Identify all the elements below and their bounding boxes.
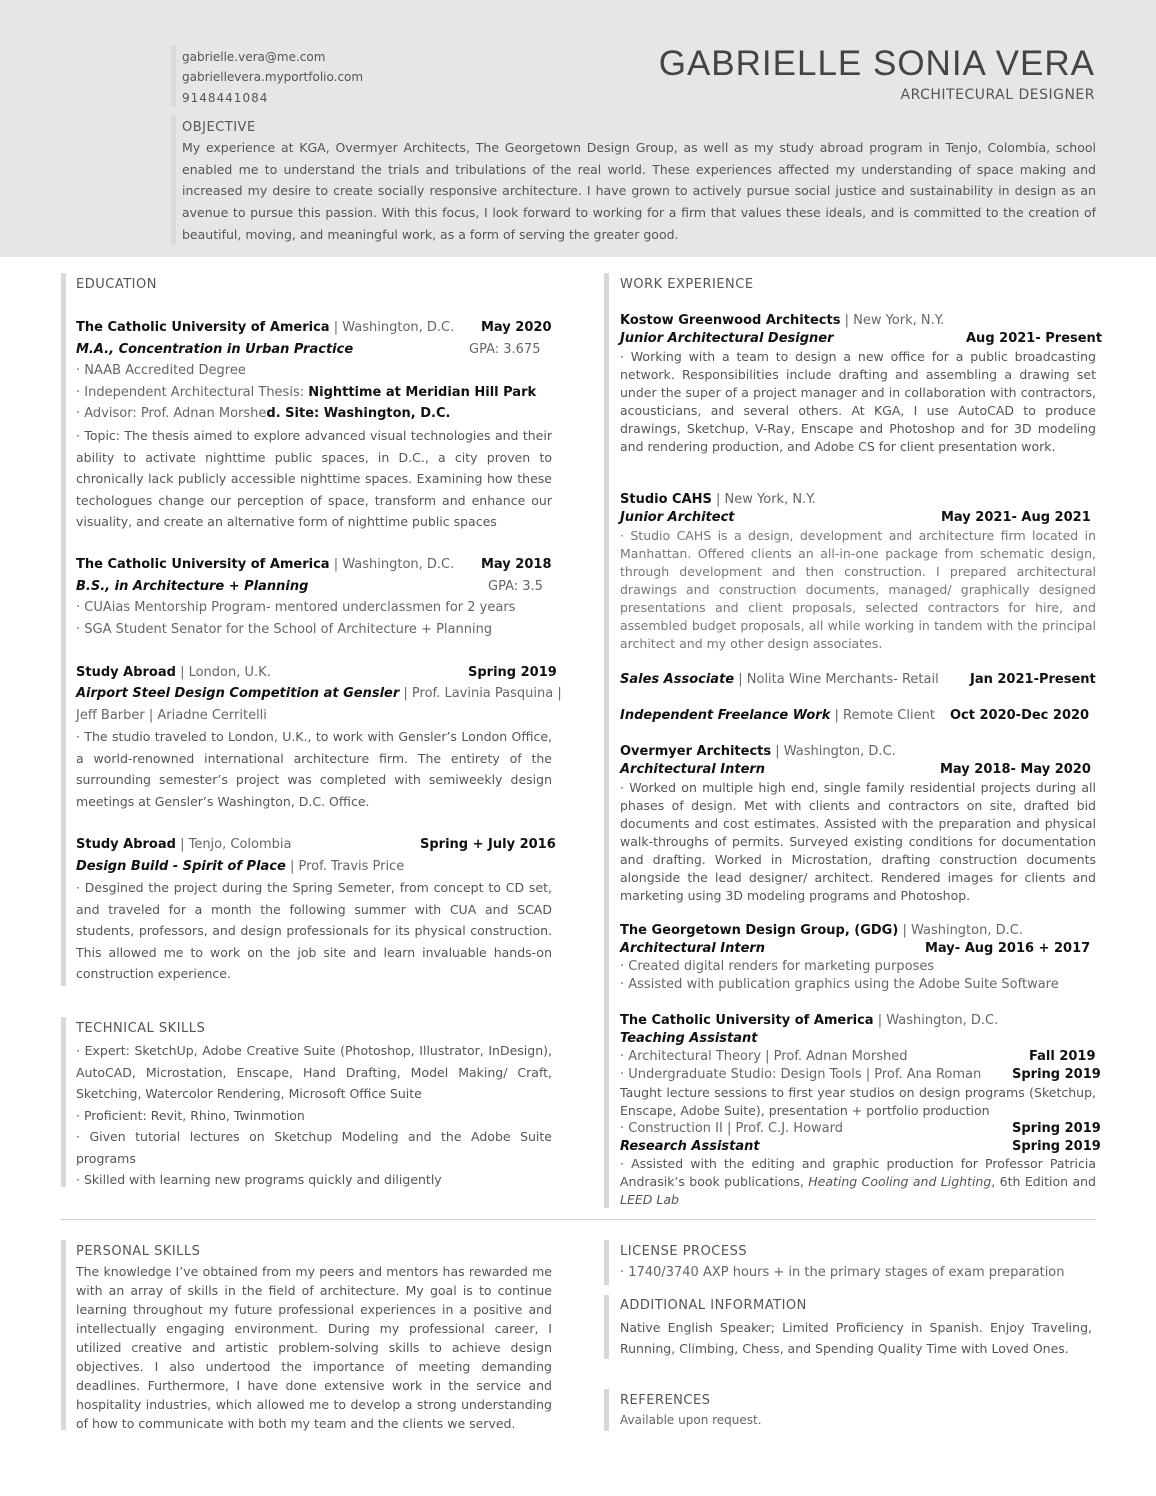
references-text: Available upon request.	[620, 1413, 762, 1427]
additional-heading: ADDITIONAL INFORMATION	[620, 1298, 807, 1313]
cahs-desc: · Studio CAHS is a design, development and architecture firm located in Manhattan. Offered clients an all-in-one package from schematic design, through development and then construction. I prepared architectural drawings and construction documents, managed/ graphically designed presentations and client proposals, selected contractors for hire, and assembled budget proposals, all while working in tandem with the principal architect and my other design associates.	[620, 528, 1096, 651]
contact-accent-bar	[171, 45, 176, 107]
kostow-date: Aug 2021- Present	[966, 331, 1103, 346]
license-heading: LICENSE PROCESS	[620, 1244, 748, 1259]
bs-bullet-mentorship: · CUAias Mentorship Program- mentored underclassmen for 2 years	[76, 600, 516, 615]
license-text: · 1740/3740 AXP hours + in the primary stages of exam preparation	[620, 1265, 1065, 1280]
ma-location: | Washington, D.C.	[333, 320, 455, 335]
kostow-role: Junior Architectural Designer	[620, 331, 834, 346]
tenjo-project-line	[76, 859, 404, 874]
advisor-site: d. Site: Washington, D.C.	[266, 406, 451, 421]
london-project: Airport Steel Design Competition at Gensler	[76, 686, 400, 701]
cahs-location: | New York, N.Y.	[716, 492, 816, 507]
personal-accent-bar	[61, 1240, 66, 1430]
overmyer-line	[620, 744, 896, 759]
freelance-role: Independent Freelance Work	[620, 708, 831, 723]
left-accent-bar	[61, 273, 66, 986]
ta-studio-date: Spring 2019	[1012, 1067, 1101, 1082]
bs-school-line	[76, 557, 454, 572]
thesis-label: · Independent Architectural Thesis:	[76, 385, 309, 400]
cahs-role: Junior Architect	[620, 510, 735, 525]
ra-role: Research Assistant	[620, 1139, 760, 1154]
freelance-line	[620, 708, 935, 723]
ma-topic: · Topic: The thesis aimed to explore advanced visual technologies and their ability to activate nighttime public spaces, in D.C., a city proven to chronically lack publicly accessible nighttime spaces. Examining how these techologues change our perception of space, transform and enhance our visuality, and create an alternative form of nighttime public spaces	[76, 428, 552, 529]
london-profs: | Prof. Lavinia Pasquina |	[399, 686, 562, 701]
cua-line	[620, 1013, 998, 1028]
gdg-line	[620, 923, 1023, 938]
tenjo-desc: · Desgined the project during the Spring Semeter, from concept to CD set, and traveled for a month the following summer with CUA and SCAD students, professors, and design professionals for its physical construction. This allowed me to work on the job site and learn invaluable hands-on construction experience.	[76, 880, 552, 981]
ta-construction-date: Spring 2019	[1012, 1121, 1101, 1136]
gdg-bullet-renders: · Created digital renders for marketing purposes	[620, 959, 935, 974]
ma-date: May 2020	[481, 320, 552, 335]
ta-course-studio: · Undergraduate Studio: Design Tools | Prof. Ana Roman	[620, 1067, 982, 1082]
cahs-company: Studio CAHS	[620, 492, 712, 507]
tenjo-title-line	[76, 837, 291, 852]
tenjo-date: Spring + July 2016	[420, 837, 556, 852]
objective-text: My experience at KGA, Overmyer Architects, The Georgetown Design Group, as well as my study abroad program in Tenjo, Colombia, school enabled me to understand the trials and tribulations of the real world. These experiences affected my understanding of space making and increased my desire to create socially responsive architecture. I have grown to actively pursue social justice and sustainability in design as an avenue to pursue this passion. With this focus, I look forward to working for a firm that values these ideals, and is committed to the creation of beautiful, moving, and meaningful work, as a form of serving the greater good.	[182, 140, 1096, 242]
ra-desc-mid: , 6th Edition and	[991, 1174, 1096, 1189]
ra-date: Spring 2019	[1012, 1139, 1101, 1154]
section-divider	[61, 1219, 1096, 1220]
ta-role: Teaching Assistant	[620, 1031, 758, 1046]
ra-lab-title: LEED Lab	[620, 1192, 679, 1207]
gdg-role: Architectural Intern	[620, 941, 766, 956]
bs-location: | Washington, D.C.	[333, 557, 455, 572]
cahs-line	[620, 492, 816, 507]
gdg-date: May- Aug 2016 + 2017	[925, 941, 1091, 956]
freelance-company: | Remote Client	[834, 708, 935, 723]
kostow-company: Kostow Greenwood Architects	[620, 313, 841, 328]
bs-gpa: GPA: 3.5	[488, 579, 543, 594]
gdg-location: | Washington, D.C.	[902, 923, 1023, 938]
portfolio-link[interactable]: gabriellevera.myportfolio.com	[182, 70, 364, 84]
nolita-date: Jan 2021-Present	[970, 672, 1096, 687]
overmyer-company: Overmyer Architects	[620, 744, 772, 759]
gdg-bullet-graphics: · Assisted with publication graphics using the Adobe Suite Software	[620, 977, 1059, 992]
tenjo-prof: | Prof. Travis Price	[285, 859, 405, 874]
education-heading: EDUCATION	[76, 277, 157, 292]
london-title: Study Abroad	[76, 665, 176, 680]
ta-studio-desc: Taught lecture sessions to first year studios on design programs (Sketchup, Enscape, Adobe Suite), presentation + portfolio production	[620, 1085, 1096, 1118]
ma-bullet-advisor	[76, 406, 450, 421]
references-heading: REFERENCES	[620, 1393, 711, 1408]
technical-accent-bar	[61, 1017, 66, 1187]
london-location: | London, U.K.	[180, 665, 271, 680]
ma-school: The Catholic University of America	[76, 320, 330, 335]
cahs-date: May 2021- Aug 2021	[941, 510, 1091, 525]
nolita-line	[620, 672, 939, 687]
ma-gpa: GPA: 3.675	[469, 342, 541, 357]
nolita-company: | Nolita Wine Merchants- Retail	[738, 672, 939, 687]
email[interactable]: gabrielle.vera@me.com	[182, 50, 326, 64]
london-project-line	[76, 686, 562, 701]
bs-date: May 2018	[481, 557, 552, 572]
kostow-desc: · Working with a team to design a new office for a public broadcasting network. Responsibilities include drafting and assembling a drawing set under the super of a project manager and in collaboration with contractors, acousticians, and several others. At KGA, I use AutoCAD to produce drawings, Sketchup, V-Ray, Enscape and Photoshop and for 3D modeling and rendering production, and Adobe CS for client presentation work.	[620, 349, 1096, 454]
ma-bullet-naab: · NAAB Accredited Degree	[76, 363, 246, 378]
ra-desc	[620, 1155, 1096, 1209]
objective-heading: OBJECTIVE	[182, 120, 256, 135]
kostow-location: | New York, N.Y.	[844, 313, 945, 328]
tenjo-title: Study Abroad	[76, 837, 176, 852]
technical-proficient: · Proficient: Revit, Rhino, Twinmotion	[76, 1108, 305, 1123]
cua-location: | Washington, D.C.	[877, 1013, 999, 1028]
london-date: Spring 2019	[468, 665, 557, 680]
references-accent-bar	[604, 1389, 609, 1431]
license-accent-bar	[604, 1240, 609, 1285]
london-title-line	[76, 665, 271, 680]
nolita-role: Sales Associate	[620, 672, 735, 687]
ta-course-theory: · Architectural Theory | Prof. Adnan Morshed	[620, 1049, 908, 1064]
tenjo-location: | Tenjo, Colombia	[180, 837, 292, 852]
thesis-title: Nighttime at Meridian Hill Park	[308, 385, 537, 400]
technical-skilled: · Skilled with learning new programs quickly and diligently	[76, 1172, 442, 1187]
additional-text: Native English Speaker; Limited Proficiency in Spanish. Enjoy Traveling, Running, Climbing, Chess, and Spending Quality Time with Loved Ones.	[620, 1320, 1092, 1356]
overmyer-role: Architectural Intern	[620, 762, 766, 777]
bs-school: The Catholic University of America	[76, 557, 330, 572]
technical-heading: TECHNICAL SKILLS	[76, 1021, 206, 1036]
ta-course-construction: · Construction II | Prof. C.J. Howard	[620, 1121, 844, 1136]
personal-text: The knowledge I’ve obtained from my peers and mentors has rewarded me with an array of skills in the field of architecture. My goal is to continue learning throughout my future professional experiences in a positive and intellectually engaging environment. During my professional career, I utilized creative and artistic problem-solving skills to achieve design objectives. I also undertood the importance of meeting demanding deadlines. Furthermore, I have done extensive work in the service and hospitality industries, which allowed me to develop a strong understanding of how to communicate with both my team and the clients we served.	[76, 1264, 552, 1431]
freelance-date: Oct 2020-Dec 2020	[950, 708, 1090, 723]
london-profs-cont: Jeff Barber | Ariadne Cerritelli	[76, 708, 267, 723]
technical-tutorial: · Given tutorial lectures on Sketchup Modeling and the Adobe Suite programs	[76, 1129, 552, 1166]
overmyer-location: | Washington, D.C.	[775, 744, 896, 759]
london-desc: · The studio traveled to London, U.K., to work with Gensler’s London Office, a world-renowned international architecture firm. The entirety of the surrounding semester’s project was completed with semiweekly design meetings at Gensler’s Washington, D.C. Office.	[76, 729, 552, 809]
overmyer-date: May 2018- May 2020	[940, 762, 1091, 777]
phone[interactable]: 9148441084	[182, 91, 269, 105]
work-heading: WORK EXPERIENCE	[620, 277, 754, 292]
technical-expert: · Expert: SketchUp, Adobe Creative Suite (Photoshop, Illustrator, InDesign), AutoCAD, Microstation, Enscape, Hand Drafting, Model Making/ Craft, Sketching, Watercolor Rendering, Microsoft Office Suite	[76, 1043, 552, 1101]
cua-company: The Catholic University of America	[620, 1013, 874, 1028]
overmyer-desc: · Worked on multiple high end, single family residential projects during all phases of design. Met with clients and contractors on site, drafted bid documents and cost estimates. Assisted with the preparation and physical walk-throughs of permits. Surveyed existing conditions for documentation and drafting. Worked in Microstation, drafting construction documents alongside the lead designer/ architect. Rendered images for clients and marketing using 3D modeling programs and Photoshop.	[620, 780, 1096, 903]
page-title: GABRIELLE SONIA VERA	[658, 44, 1095, 83]
ma-degree: M.A., Concentration in Urban Practice	[76, 342, 354, 357]
right-accent-bar	[604, 273, 609, 1208]
job-title: ARCHITECURAL DESIGNER	[900, 87, 1095, 103]
ra-book-title: Heating Cooling and Lighting	[808, 1174, 992, 1189]
personal-heading: PERSONAL SKILLS	[76, 1244, 201, 1259]
bs-bullet-sga: · SGA Student Senator for the School of Architecture + Planning	[76, 622, 493, 637]
kostow-line	[620, 313, 944, 328]
objective-accent-bar	[171, 116, 176, 244]
gdg-company: The Georgetown Design Group, (GDG)	[620, 923, 899, 938]
ma-school-line	[76, 320, 454, 335]
additional-accent-bar	[604, 1295, 609, 1359]
advisor-label: · Advisor: Prof. Adnan Morshe	[76, 406, 267, 421]
tenjo-project: Design Build - Spirit of Place	[76, 859, 286, 874]
ma-bullet-thesis	[76, 385, 536, 400]
ra-desc-text: · Assisted with the editing and graphic production for Professor Patricia Andrasik’s book publications,	[620, 1156, 1096, 1189]
ta-theory-date: Fall 2019	[1029, 1049, 1096, 1064]
bs-degree: B.S., in Architecture + Planning	[76, 579, 309, 594]
